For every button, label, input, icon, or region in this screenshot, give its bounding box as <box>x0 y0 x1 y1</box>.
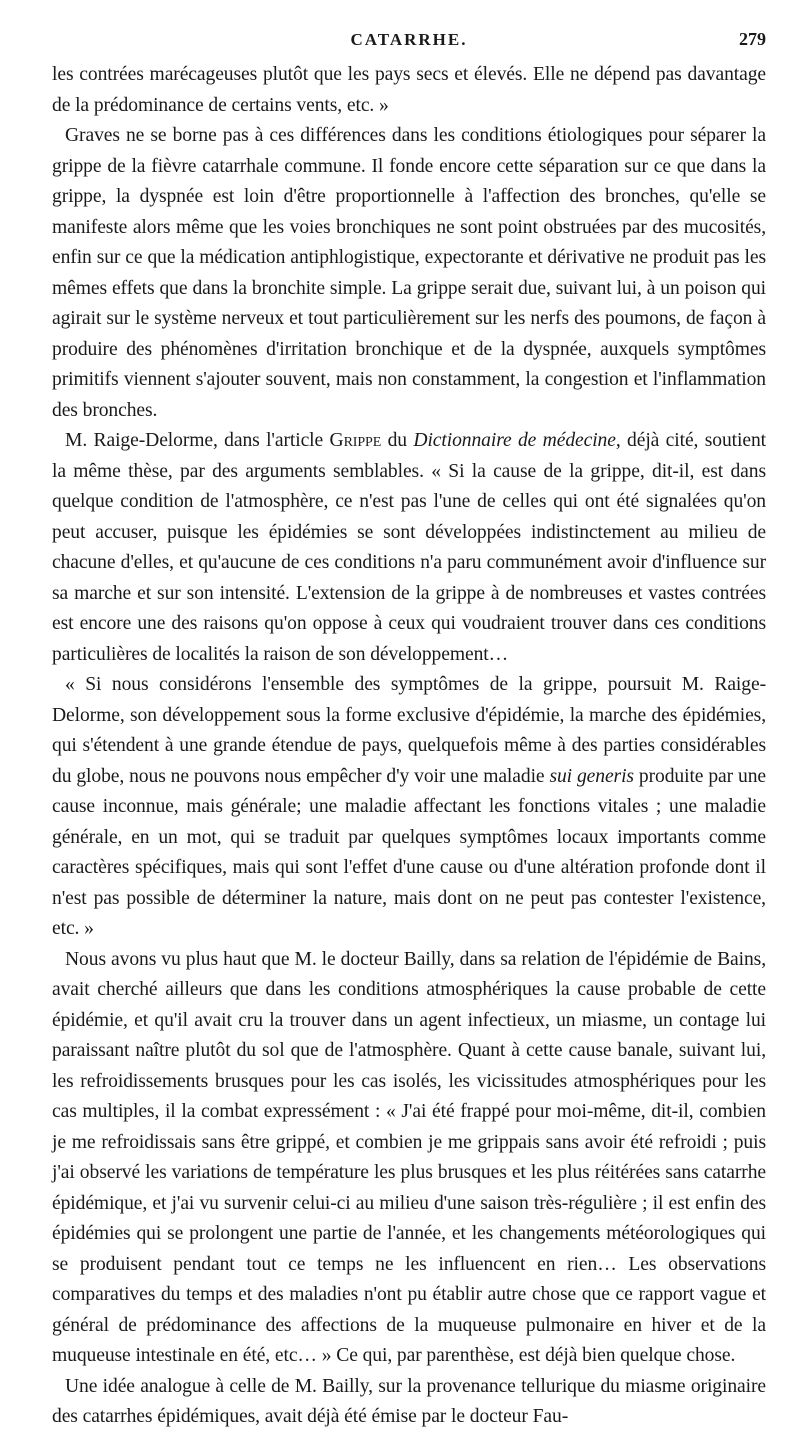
text-run: M. Raige-Delorme, dans l'article <box>65 430 330 451</box>
paragraph <box>52 670 766 945</box>
paragraph <box>52 60 766 121</box>
paragraph <box>52 426 766 670</box>
text-run: « Si nous considérons l'ensemble des symptômes de la grippe, poursuit M. Raige-Delorme, son développement sous la forme exclusive d'épidémie, la marche des épidémies, qui s'étendent à une grande étendue de pays, quelquefois même à des parties considérables du globe, nous ne pouvons nous empêcher d'y voir une maladie <box>52 674 766 787</box>
running-title: CATARRHE. <box>350 30 468 49</box>
text-run: Graves ne se borne pas à ces différences dans les conditions étiologiques pour séparer la grippe de la fièvre catarrhale commune. Il fonde encore cette séparation sur ce que dans la grippe, la dyspnée est loin d'être proportionnelle à l'affection des bronches, qu'elle se manifeste alors même que les voies bronchiques ne sont point obstruées par des mucosités, enfin sur ce que la médication antiphlogistique, expectorante et dérivative ne produit pas les mêmes effets que dans la bronchite simple. La grippe serait due, suivant lui, à un poison qui agirait sur le système nerveux et tout particulièrement sur les nerfs des poumons, de façon à produire des phénomènes d'irritation bronchique et de la dyspnée, auxquels symptômes primitifs viennent s'ajouter souvent, mais non constamment, la congestion et l'inflammation des bronches. <box>52 125 766 421</box>
text-run: les contrées marécageuses plutôt que les pays secs et élevés. Elle ne dépend pas davantage de la prédominance de certains vents, etc. » <box>52 64 766 116</box>
italic-text: Dictionnaire de médecine <box>413 430 616 451</box>
running-head <box>52 28 766 60</box>
body-text <box>52 60 766 1433</box>
text-run: Nous avons vu plus haut que M. le docteur Bailly, dans sa relation de l'épidémie de Bains, avait cherché ailleurs que dans les conditions atmosphériques la cause probable de cette épidémie, et qu'il avait cru la trouver dans un agent infectieux, un miasme, un contage lui paraissant naître plutôt du sol que de l'atmosphère. Quant à cette cause banale, suivant lui, les refroidissements brusques pour les cas isolés, les vicissitudes atmosphériques pour les cas multiples, il la combat expressément : « J'ai été frappé pour moi-même, dit-il, combien je me refroidissais sans être grippé, et combien je me grippais sans avoir été refroidi ; puis j'ai observé les variations de température les plus brusques et les plus réitérées sans catarrhe épidémique, et j'ai vu survenir celui-ci au milieu d'une saison très-régulière ; il est enfin des épidémies qui se prolongent une partie de l'année, et les changements météorologiques qui se produisent pendant tout ce temps ne les influencent en rien… Les observations comparatives du temps et des maladies n'ont pu établir autre chose que ce rapport vague et général de prédominance des affections de la muqueuse pulmonaire en hiver et de la muqueuse intestinale en été, etc… » Ce qui, par parenthèse, est déjà bien quelque chose. <box>52 948 766 1366</box>
paragraph <box>52 1372 766 1433</box>
text-run: du <box>381 430 414 451</box>
text-run: produite par une cause inconnue, mais générale; une maladie affectant les fonctions vitales ; une maladie générale, en un mot, qui se traduit par quelques symptômes locaux importants comme caractères spécifiques, mais qui sont l'effet d'une cause ou d'une altération profonde dont il n'est pas possible de déterminer la nature, mais dont on ne peut pas contester l'existence, etc. » <box>52 765 766 939</box>
paragraph <box>52 121 766 426</box>
paragraph <box>52 945 766 1372</box>
italic-text: sui generis <box>549 765 634 787</box>
text-run: , déjà cité, soutient la même thèse, par des arguments semblables. « Si la cause de la grippe, dit-il, est dans quelque condition de l'atmosphère, ce n'est pas l'une de celles qui ont été signalées qu'on peut accuser, puisque les épidémies se sont développées indistinctement au milieu de chacune d'elles, et qu'aucune de ces conditions n'a paru communément avoir d'influence sur sa marche et sur son intensité. L'extension de la grippe à de nombreuses et vastes contrées est encore une des raisons qu'on oppose à ceux qui voudraient trouver dans ces conditions particulières de localités la raison de son développement… <box>52 430 766 665</box>
page-number: 279 <box>739 29 766 49</box>
document-page <box>52 28 766 1433</box>
text-run: Une idée analogue à celle de M. Bailly, sur la provenance tellurique du miasme originaire des catarrhes épidémiques, avait déjà été émise par le docteur Fau- <box>52 1375 766 1427</box>
smallcaps-text: Grippe <box>329 430 382 451</box>
